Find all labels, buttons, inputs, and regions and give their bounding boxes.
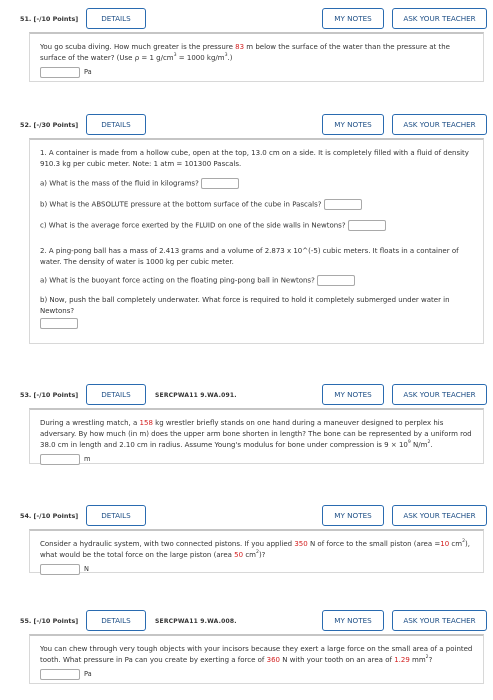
answer-input-1a[interactable] [201,178,239,189]
answer-input-1c[interactable] [348,220,386,231]
details-button[interactable]: DETAILS [86,610,146,631]
question-number: 52. [-/30 Points] [20,121,79,129]
answer-input[interactable] [40,669,80,680]
ask-your-teacher-button[interactable]: ASK YOUR TEACHER [392,8,487,29]
my-notes-button[interactable]: MY NOTES [322,114,384,135]
question-body [29,138,484,344]
question-number: 51. [-/10 Points] [20,15,79,23]
question-52 [10,114,486,344]
small-area-value: 10 [440,540,450,548]
ask-your-teacher-button[interactable]: ASK YOUR TEACHER [392,505,487,526]
details-button[interactable]: DETAILS [86,8,146,29]
my-notes-button[interactable]: MY NOTES [322,384,384,405]
question-text: Consider a hydraulic system, with two connected pistons. If you applied 350 N of force to the small piston (area =10 $cm^2$), what would be the total force on the large piston (area 50 $cm^2$)? [40,539,470,559]
question-text: During a wrestling match, a 158 kg wrestler briefly stands on one hand during a maneuver designed to perplex his adversary. By how much (in m) does the upper arm bone shorten in length? The bone can be represented by a uniform rod 38.0 cm in length and 2.10 cm in radius. Assume Young's modulus for bone under compression is $9 \times 10^9$ $N/m^2$. [40,419,472,449]
ask-your-teacher-button[interactable]: ASK YOUR TEACHER [392,114,487,135]
question-55 [10,610,486,690]
question-body [29,634,484,684]
answer-input-1b[interactable] [324,199,362,210]
part-2b: b) Now, push the ball completely underwater. What force is required to hold it completely submerged under water in Newtons? [40,295,450,315]
question-53 [10,384,486,464]
mass-value: 158 [139,419,153,427]
source-reference: SERCPWA11 9.WA.091. [155,392,237,399]
details-button[interactable]: DETAILS [86,384,146,405]
unit-label: Pa [84,68,92,77]
question-body [29,32,484,82]
part-1c: c) What is the average force exerted by the FLUID on one of the side walls in Newtons? [40,220,473,231]
question-51 [10,8,486,88]
question-header [10,384,486,409]
my-notes-button[interactable]: MY NOTES [322,610,384,631]
question-body [29,408,484,464]
question-number: 55. [-/10 Points] [20,617,79,625]
part-2-intro: 2. A ping-pong ball has a mass of 2.413 grams and a volume of 2.873 x 10^(-5) cubic meters. It floats in a container of water. The density of water is 1000 kg per cubic meter. [40,246,459,266]
area-value: 1.29 [394,655,410,664]
part-1-intro: 1. A container is made from a hollow cube, open at the top, 13.0 cm on a side. It is completely filled with a fluid of density 910.3 kg per cubic meter. Note: 1 atm = 101300 Pascals. [40,149,469,168]
question-header [10,114,486,139]
part-2a: a) What is the buoyant force acting on the floating ping-pong ball in Newtons? [40,275,473,286]
question-header [10,505,486,530]
question-number: 53. [-/10 Points] [20,391,79,399]
answer-input[interactable] [40,564,80,575]
force-value: 360 [266,655,281,664]
details-button[interactable]: DETAILS [86,505,146,526]
answer-input[interactable] [40,454,80,465]
large-area-value: 50 [234,550,244,559]
answer-input[interactable] [40,67,80,78]
unit-label: Pa [84,670,92,679]
unit-label: N [84,565,89,574]
part-1b: b) What is the ABSOLUTE pressure at the bottom surface of the cube in Pascals? [40,199,473,210]
question-text: You can chew through very tough objects with your incisors because they exert a large force on the small area of a pointed tooth. What pressure in Pa can you create by exerting a force of 360 N with your tooth on an area of 1.29 $mm^2$? [40,645,473,664]
question-body [29,529,484,573]
question-54 [10,505,486,575]
question-header [10,8,486,33]
answer-input-2b[interactable] [40,318,78,329]
force-value: 350 [294,540,308,548]
my-notes-button[interactable]: MY NOTES [322,505,384,526]
source-reference: SERCPWA11 9.WA.008. [155,618,237,625]
ask-your-teacher-button[interactable]: ASK YOUR TEACHER [392,610,487,631]
ask-your-teacher-button[interactable]: ASK YOUR TEACHER [392,384,487,405]
details-button[interactable]: DETAILS [86,114,146,135]
depth-value: 83 [235,43,245,51]
question-header [10,610,486,635]
answer-input-2a[interactable] [317,275,355,286]
question-text: You go scuba diving. How much greater is the pressure 83 m below the surface of the water than the pressure at the surface of the water? (Use ρ = 1 $g/cm^3 = 1000$ $kg/m^3$.) [40,43,450,62]
question-number: 54. [-/10 Points] [20,512,79,520]
my-notes-button[interactable]: MY NOTES [322,8,384,29]
unit-label: m [84,454,91,463]
part-1a: a) What is the mass of the fluid in kilograms? [40,178,473,189]
